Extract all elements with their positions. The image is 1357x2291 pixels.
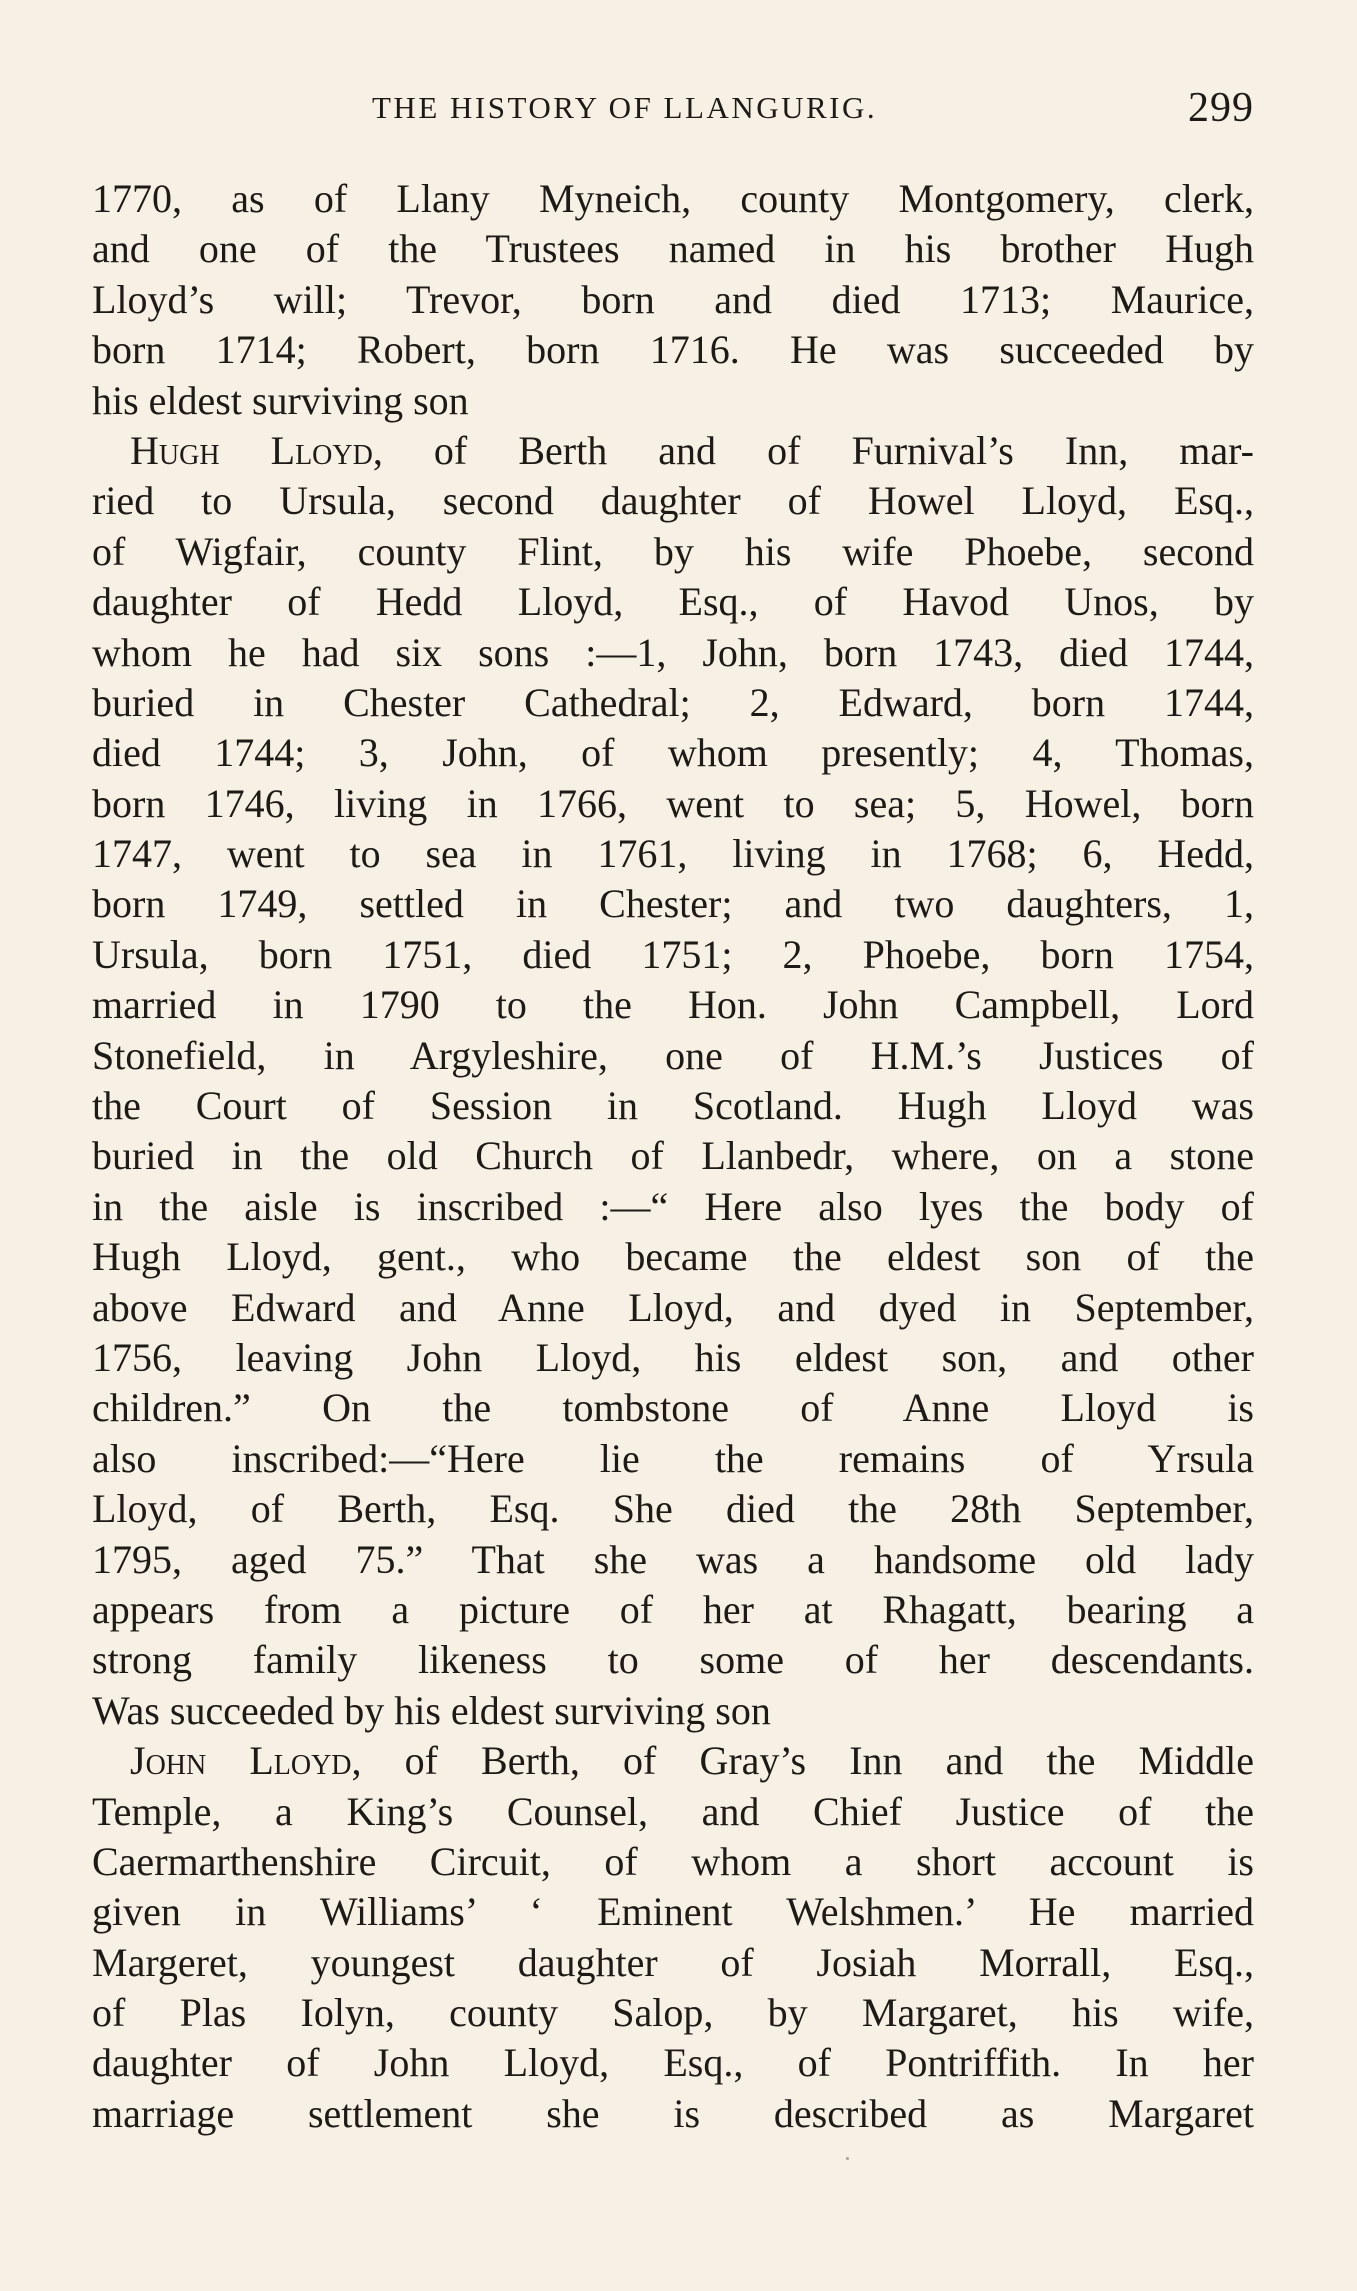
text-line: marriage settlement she is described as Margaret bbox=[92, 2090, 1254, 2136]
text-line: ried to Ursula, second daughter of Howel Lloyd, Esq., bbox=[92, 478, 1254, 524]
person-name-hugh-lloyd: Hugh Lloyd bbox=[130, 427, 373, 473]
text-line: married in 1790 to the Hon. John Campbell, Lord bbox=[92, 982, 1254, 1028]
text-line: buried in Chester Cathedral; 2, Edward, born 1744, bbox=[92, 679, 1254, 725]
text-line: strong family likeness to some of her descendants. bbox=[92, 1637, 1254, 1683]
text-fragment: , of Berth and of Furnival’s Inn, mar- bbox=[372, 427, 1254, 473]
text-line: Stonefield, in Argyleshire, one of H.M.’s Justices of bbox=[92, 1032, 1254, 1078]
text-line: daughter of Hedd Lloyd, Esq., of Havod Unos, by bbox=[92, 579, 1254, 625]
text-line: 1770, as of Llany Myneich, county Montgomery, clerk, bbox=[92, 176, 1254, 221]
text-line: Ursula, born 1751, died 1751; 2, Phoebe, born 1754, bbox=[92, 931, 1254, 977]
running-head bbox=[92, 85, 1254, 140]
text-line: given in Williams’ ‘ Eminent Welshmen.’ He married bbox=[92, 1889, 1254, 1935]
text-line: his eldest surviving son bbox=[92, 377, 469, 423]
text-line: born 1714; Robert, born 1716. He was succeeded by bbox=[92, 327, 1254, 373]
text-line: buried in the old Church of Llanbedr, where, on a stone bbox=[92, 1133, 1254, 1179]
text-line: Hugh Lloyd, gent., who became the eldest son of the bbox=[92, 1234, 1254, 1280]
text-line: died 1744; 3, John, of whom presently; 4, Thomas, bbox=[92, 730, 1254, 776]
text-line: of Wigfair, county Flint, by his wife Phoebe, second bbox=[92, 528, 1254, 574]
running-title: THE HISTORY OF LLANGURIG. bbox=[372, 90, 878, 125]
text-line: Lloyd, of Berth, Esq. She died the 28th September, bbox=[92, 1486, 1254, 1532]
text-line: Temple, a King’s Counsel, and Chief Justice of the bbox=[92, 1788, 1254, 1834]
text-line: daughter of John Lloyd, Esq., of Pontriffith. In her bbox=[92, 2040, 1254, 2086]
paper-speck bbox=[846, 2157, 849, 2160]
text-line: 1747, went to sea in 1761, living in 1768; 6, Hedd, bbox=[92, 831, 1254, 877]
text-fragment: , of Berth, of Gray’s Inn and the Middle bbox=[351, 1738, 1254, 1784]
person-name-john-lloyd: John Lloyd bbox=[130, 1738, 352, 1784]
text-line: above Edward and Anne Lloyd, and dyed in September, bbox=[92, 1284, 1254, 1330]
text-line: of Plas Iolyn, county Salop, by Margaret, his wife, bbox=[92, 1990, 1254, 2036]
paragraph-first-line bbox=[92, 426, 1254, 476]
body-text bbox=[92, 174, 1254, 2139]
text-line: in the aisle is inscribed :—“ Here also lyes the body of bbox=[92, 1183, 1254, 1229]
text-line: Margeret, youngest daughter of Josiah Morrall, Esq., bbox=[92, 1939, 1254, 1985]
text-line: whom he had six sons :—1, John, born 1743, died 1744, bbox=[92, 629, 1254, 675]
text-line: Caermarthenshire Circuit, of whom a short account is bbox=[92, 1838, 1254, 1884]
text-line: born 1746, living in 1766, went to sea; 5, Howel, born bbox=[92, 780, 1254, 826]
text-line: also inscribed:—“Here lie the remains of Yrsula bbox=[92, 1435, 1254, 1481]
text-line: and one of the Trustees named in his brother Hugh bbox=[92, 226, 1254, 272]
text-line: 1795, aged 75.” That she was a handsome old lady bbox=[92, 1536, 1254, 1582]
text-line: 1756, leaving John Lloyd, his eldest son, and other bbox=[92, 1334, 1254, 1380]
text-line: children.” On the tombstone of Anne Lloyd is bbox=[92, 1385, 1254, 1431]
text-line: Lloyd’s will; Trevor, born and died 1713; Maurice, bbox=[92, 276, 1254, 322]
paragraph-first-line bbox=[92, 1736, 1254, 1786]
text-line: born 1749, settled in Chester; and two daughters, 1, bbox=[92, 881, 1254, 927]
page-number: 299 bbox=[1188, 85, 1254, 131]
text-line: the Court of Session in Scotland. Hugh Lloyd was bbox=[92, 1083, 1254, 1129]
text-line: Was succeeded by his eldest surviving son bbox=[92, 1687, 771, 1733]
text-line: appears from a picture of her at Rhagatt, bearing a bbox=[92, 1586, 1254, 1632]
